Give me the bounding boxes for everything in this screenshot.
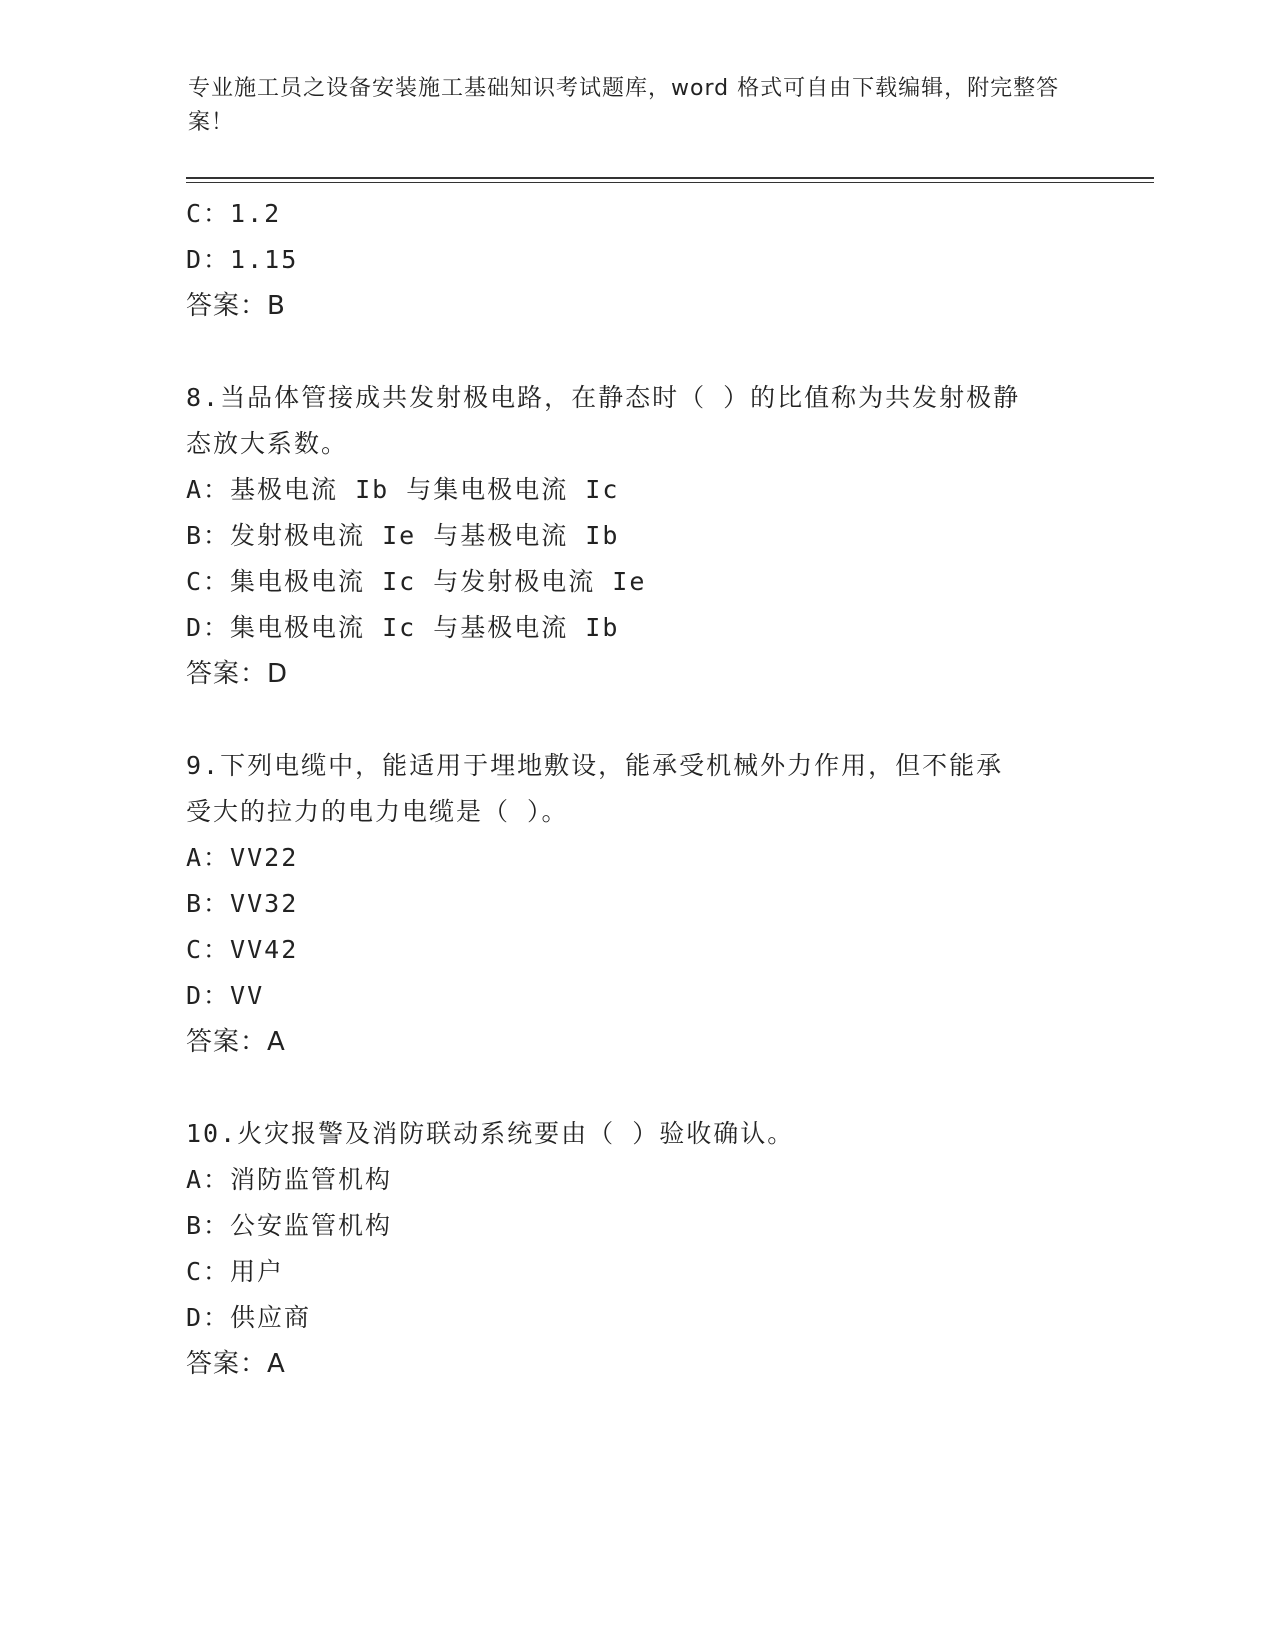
question-text: 9.下列电缆中，能适用于埋地敷设，能承受机械外力作用，但不能承 <box>186 751 1004 780</box>
question-block-10 <box>186 1111 1126 1387</box>
spacer <box>186 1065 1126 1111</box>
answer-line: 答案：A <box>186 1027 286 1057</box>
answer-line: 答案：D <box>186 659 289 689</box>
spacer <box>186 329 1126 375</box>
answer-line: 答案：B <box>186 291 286 321</box>
option-a: A：基极电流 Ib 与集电极电流 Ic <box>186 475 620 504</box>
option-d: D：集电极电流 Ic 与基极电流 Ib <box>186 613 620 642</box>
option-b: B：VV32 <box>186 889 299 918</box>
option-a: A：消防监管机构 <box>186 1165 393 1194</box>
option-c: C：1.2 <box>186 199 282 228</box>
option-b: B：发射极电流 Ie 与基极电流 Ib <box>186 521 620 550</box>
question-text-cont: 受大的拉力的电力电缆是（ ）。 <box>186 797 569 826</box>
spacer <box>186 697 1126 743</box>
question-list <box>186 191 1126 1387</box>
question-block-9 <box>186 743 1126 1065</box>
option-a: A：VV22 <box>186 843 299 872</box>
option-c: C：VV42 <box>186 935 299 964</box>
option-d: D：供应商 <box>186 1303 312 1332</box>
question-text: 10.火灾报警及消防联动系统要由（ ）验收确认。 <box>186 1119 795 1148</box>
page-header: 专业施工员之设备安装施工基础知识考试题库，word 格式可自由下载编辑，附完整答案！ <box>188 76 1060 135</box>
header-divider-thick <box>186 177 1154 179</box>
question-text-cont: 态放大系数。 <box>186 429 349 458</box>
question-block-prev <box>186 191 1126 329</box>
option-c: C：集电极电流 Ic 与发射极电流 Ie <box>186 567 647 596</box>
question-block-8 <box>186 375 1126 697</box>
option-c: C：用户 <box>186 1257 285 1286</box>
answer-line: 答案：A <box>186 1349 286 1379</box>
option-d: D：VV <box>186 981 265 1010</box>
option-d: D：1.15 <box>186 245 299 274</box>
option-b: B：公安监管机构 <box>186 1211 393 1240</box>
question-text: 8.当品体管接成共发射极电路，在静态时（ ）的比值称为共发射极静 <box>186 383 1021 412</box>
header-divider-thin <box>186 182 1154 183</box>
